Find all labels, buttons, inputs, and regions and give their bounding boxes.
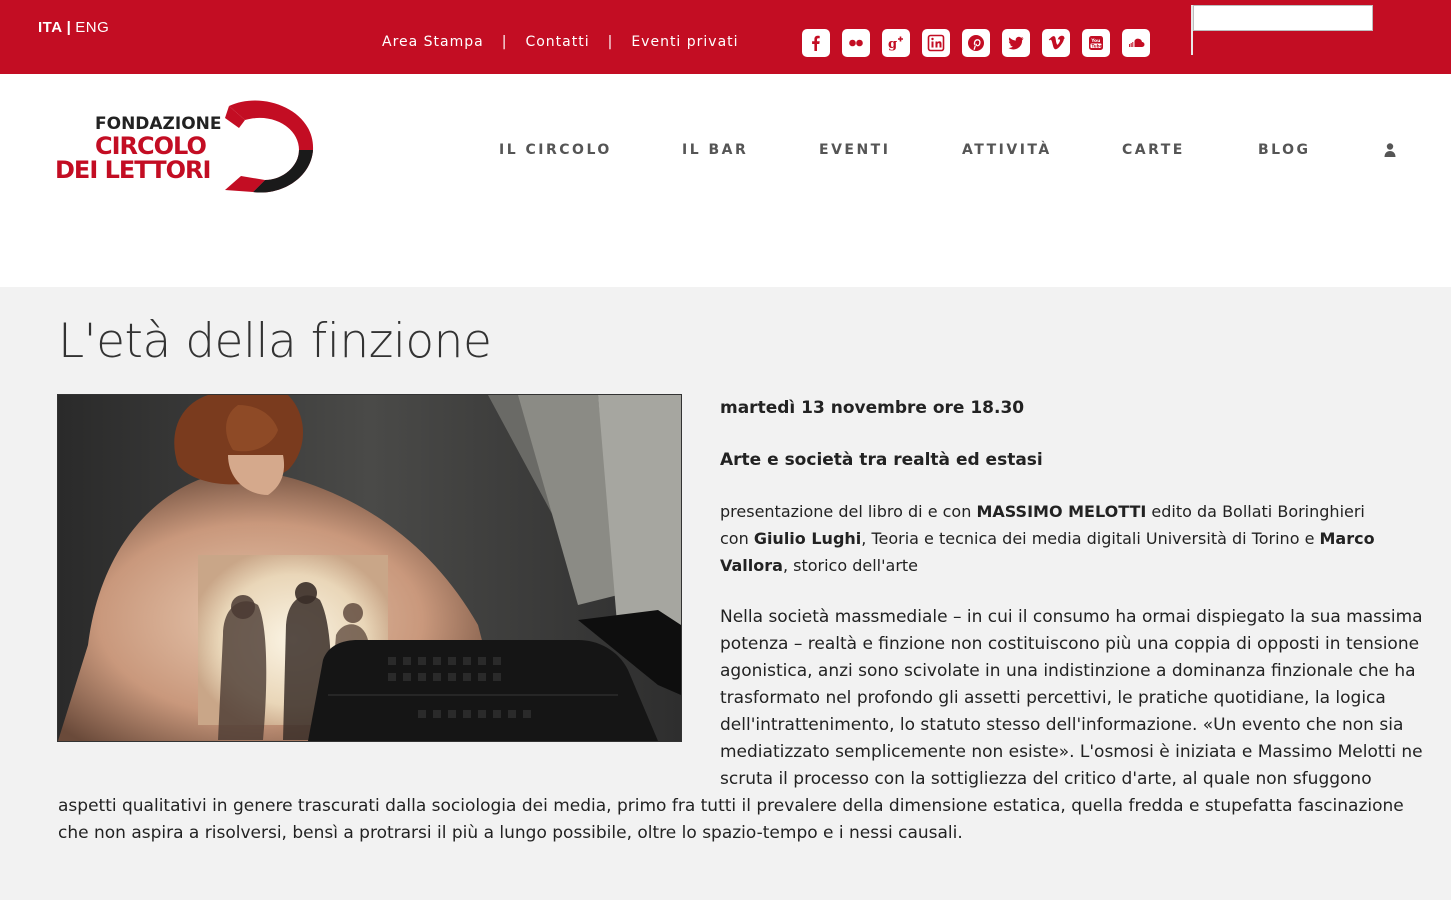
svg-text:You: You	[1091, 39, 1101, 44]
top-links	[382, 34, 739, 50]
top-bar	[0, 0, 1451, 74]
flickr-icon[interactable]	[842, 29, 870, 57]
event-date: martedì 13 novembre ore 18.30	[720, 398, 1025, 418]
description-line: che non aspira a risolversi, bensì a protrarsi il più a lungo possibile, oltre lo spazio-tempo e i nessi causali.	[58, 823, 963, 843]
search-box	[1191, 5, 1373, 55]
nav-eventi[interactable]: EVENTI	[819, 142, 891, 158]
twitter-icon[interactable]	[1002, 29, 1030, 57]
nav-carte[interactable]: CARTE	[1122, 142, 1185, 158]
lang-separator: |	[66, 19, 72, 36]
presentation-text: presentazione del libro di e con	[720, 502, 977, 521]
top-link-separator: |	[501, 34, 508, 50]
description-line: trasformato nel profondo gli assetti percettivi, le pratiche quotidiane, la logica	[720, 688, 1386, 708]
presentation-text: edito da Bollati Boringhieri	[1146, 502, 1365, 521]
presentation-text: , storico dell'arte	[782, 556, 919, 575]
lang-eng-link[interactable]: ENG	[75, 19, 110, 36]
linkedin-icon[interactable]	[922, 29, 950, 57]
nav-il-bar[interactable]: IL BAR	[682, 142, 749, 158]
site-header	[0, 74, 1451, 287]
soundcloud-icon[interactable]	[1122, 29, 1150, 57]
contatti-link[interactable]: Contatti	[525, 34, 590, 50]
nav-blog[interactable]: BLOG	[1258, 142, 1311, 158]
logo-line-circolo: CIRCOLO	[95, 132, 206, 160]
user-icon[interactable]	[1383, 142, 1397, 162]
event-description	[58, 604, 1448, 847]
description-line: scruta il processo con la sottigliezza del critico d'arte, al quale non sfuggono	[720, 769, 1372, 789]
social-icons	[802, 29, 1150, 57]
language-switcher	[38, 19, 109, 36]
event-presentation	[720, 498, 1420, 579]
event-subtitle: Arte e società tra realtà ed estasi	[720, 450, 1043, 470]
google-plus-icon[interactable]	[882, 29, 910, 57]
vimeo-icon[interactable]	[1042, 29, 1070, 57]
description-line: agonistica, anzi sono scivolate in una indistinzione a dominanza finzionale che ha	[720, 661, 1416, 681]
search-input[interactable]	[1193, 5, 1373, 31]
author-name: MASSIMO MELOTTI	[976, 502, 1147, 521]
description-line: mediatizzato semplicemente non esiste». L'osmosi è iniziata e Massimo Melotti ne	[720, 742, 1423, 762]
nav-attivita[interactable]: ATTIVITÀ	[962, 142, 1052, 158]
guest-name: Vallora	[720, 556, 783, 575]
youtube-icon[interactable]	[1082, 29, 1110, 57]
svg-text:g: g	[888, 37, 898, 52]
top-link-separator: |	[607, 34, 614, 50]
pinterest-icon[interactable]	[962, 29, 990, 57]
svg-text:Tube: Tube	[1091, 43, 1103, 49]
description-line: potenza – realtà e finzione non costituiscono più una coppia di opposti in tensione	[720, 634, 1420, 654]
lang-ita-link[interactable]: ITA	[38, 19, 63, 36]
guest-name: Giulio Lughi	[753, 529, 862, 548]
facebook-icon[interactable]	[802, 29, 830, 57]
page-title: L'età della finzione	[58, 314, 492, 369]
description-line: Nella società massmediale – in cui il consumo ha ormai dispiegato la sua massima	[720, 607, 1423, 627]
presentation-text: , Teoria e tecnica dei media digitali Università di Torino e	[861, 529, 1320, 548]
presentation-text: con	[720, 529, 754, 548]
logo-line-fondazione: FONDAZIONE	[95, 114, 222, 134]
description-line: dell'intrattenimento, lo statuto stesso dell'informazione. «Un evento che non sia	[720, 715, 1404, 735]
description-line: aspetti qualitativi in genere trascurati dalla sociologia dei media, primo fra tutti il prevalere della dimensione estatica, quella fredda e stupefatta fascinazione	[58, 796, 1404, 816]
logo-line-lettori: DEI LETTORI	[55, 156, 211, 184]
main-nav	[0, 142, 1451, 162]
guest-name: Marco	[1319, 529, 1375, 548]
area-stampa-link[interactable]: Area Stampa	[382, 34, 484, 50]
eventi-privati-link[interactable]: Eventi privati	[631, 34, 739, 50]
nav-il-circolo[interactable]: IL CIRCOLO	[499, 142, 612, 158]
